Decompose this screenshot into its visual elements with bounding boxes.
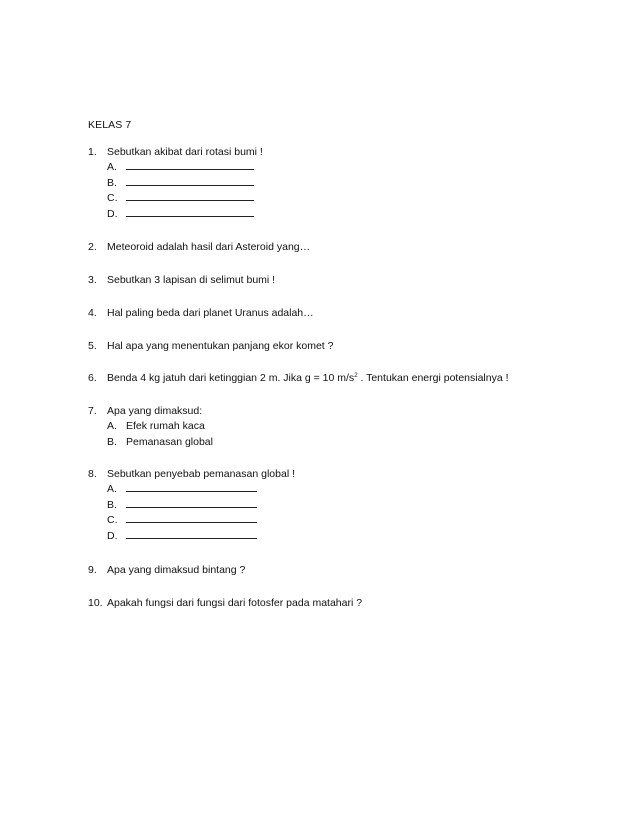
answer-option xyxy=(107,435,588,451)
option-letter: A. xyxy=(107,161,117,173)
answer-option xyxy=(107,419,588,435)
answer-blank-line xyxy=(126,482,257,492)
question-4 xyxy=(88,306,588,321)
option-text: Efek rumah kaca xyxy=(126,420,205,432)
answer-blank-line xyxy=(126,176,254,186)
question-number: 2. xyxy=(88,241,97,253)
question-text: Benda 4 kg jatuh dari ketinggian 2 m. Jika g = 10 m/s xyxy=(107,372,355,384)
question-number: 7. xyxy=(88,405,97,417)
question-8 xyxy=(88,467,588,544)
question-text: Apakah fungsi dari fungsi dari fotosfer pada matahari ? xyxy=(107,597,363,609)
option-letter: B. xyxy=(107,176,117,189)
answer-blank-line xyxy=(126,498,257,508)
answer-blank-line xyxy=(126,529,257,539)
question-5 xyxy=(88,339,588,354)
question-2 xyxy=(88,240,588,255)
question-3 xyxy=(88,273,588,288)
answer-option xyxy=(107,191,588,207)
question-number: 10. xyxy=(88,597,103,609)
question-6 xyxy=(88,371,588,386)
answer-option xyxy=(107,176,588,192)
answer-blank-line xyxy=(126,191,254,201)
question-text: Meteoroid adalah hasil dari Asteroid yang… xyxy=(107,241,311,253)
question-text: Sebutkan penyebab pemanasan global ! xyxy=(107,468,295,480)
question-number: 5. xyxy=(88,340,97,352)
question-text: Apa yang dimaksud bintang ? xyxy=(107,564,246,576)
question-1 xyxy=(88,145,588,222)
question-10 xyxy=(88,596,588,611)
superscript: 2 xyxy=(354,373,358,379)
option-letter: B. xyxy=(107,435,117,448)
answer-blank-line xyxy=(126,513,257,523)
question-number: 4. xyxy=(88,307,97,319)
option-letter: D. xyxy=(107,207,118,220)
option-text: Pemanasan global xyxy=(126,435,213,448)
answer-option xyxy=(107,160,588,176)
option-letter: D. xyxy=(107,529,118,542)
question-number: 8. xyxy=(88,468,97,480)
answer-blank-line xyxy=(126,160,254,170)
option-letter: B. xyxy=(107,498,117,511)
answer-option xyxy=(107,207,588,223)
answer-option xyxy=(107,529,588,545)
question-text: Apa yang dimaksud: xyxy=(107,405,203,417)
question-text: Sebutkan 3 lapisan di selimut bumi ! xyxy=(107,274,276,286)
page-title: KELAS 7 xyxy=(88,119,132,131)
answer-blank-line xyxy=(126,207,254,217)
question-number: 6. xyxy=(88,372,97,384)
answer-option xyxy=(107,498,588,514)
question-text: Sebutkan akibat dari rotasi bumi ! xyxy=(107,146,263,158)
question-7 xyxy=(88,404,588,450)
question-text: Hal paling beda dari planet Uranus adalah… xyxy=(107,307,314,319)
question-number: 1. xyxy=(88,146,97,158)
question-text-tail: . Tentukan energi potensialnya ! xyxy=(357,372,509,384)
option-letter: C. xyxy=(107,514,118,527)
option-letter: C. xyxy=(107,192,118,205)
option-letter: A. xyxy=(107,483,117,495)
option-letter: A. xyxy=(107,420,117,432)
answer-option xyxy=(107,513,588,529)
question-number: 3. xyxy=(88,274,97,286)
question-9 xyxy=(88,563,588,578)
answer-option xyxy=(107,482,588,498)
question-text: Hal apa yang menentukan panjang ekor komet ? xyxy=(107,340,334,352)
question-number: 9. xyxy=(88,564,97,576)
